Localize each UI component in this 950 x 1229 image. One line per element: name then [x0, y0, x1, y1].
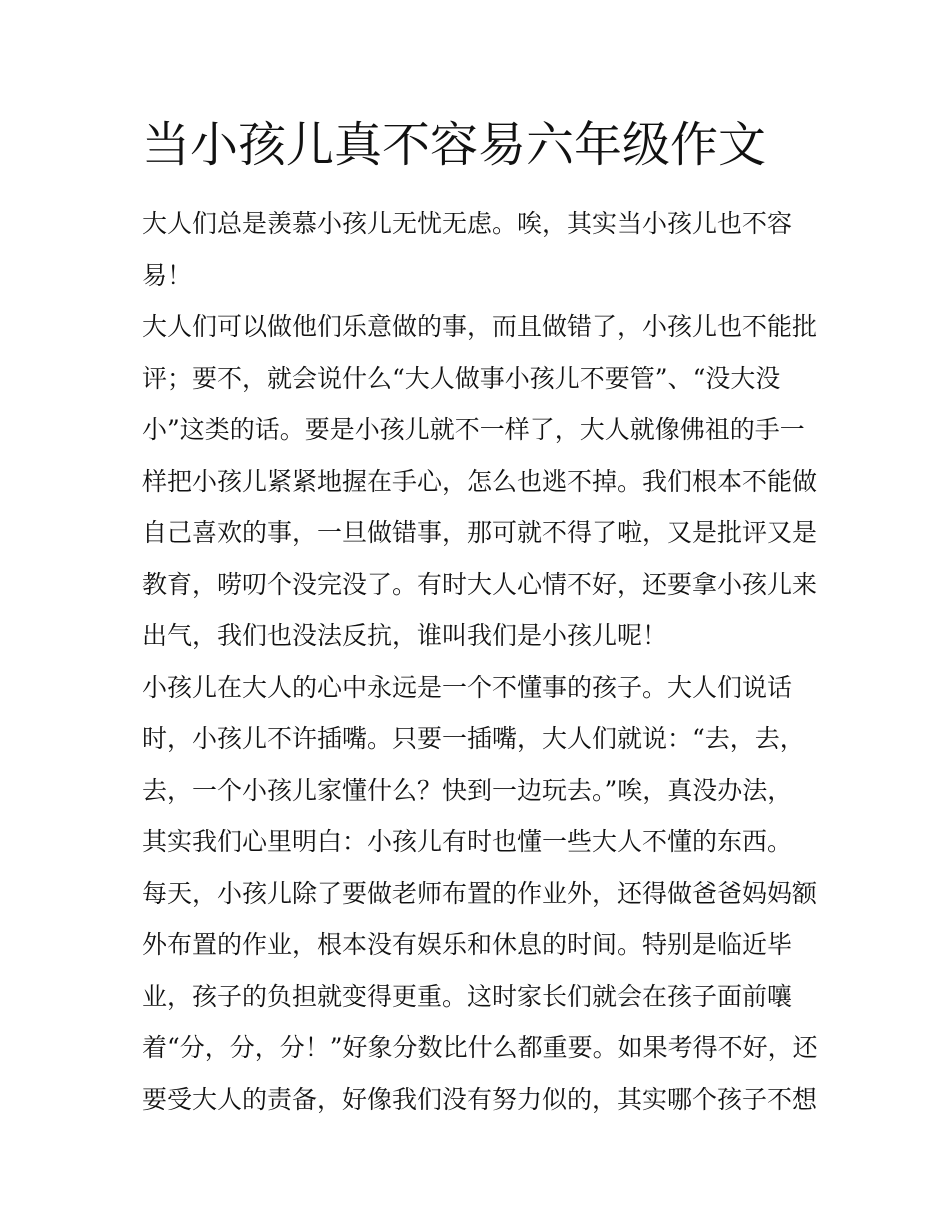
text-line: 小孩儿在大人的心中永远是一个不懂事的孩子。大人们说话 — [142, 672, 793, 702]
text-line: 时，小孩儿不许插嘴。只要一插嘴，大人们就说：“去，去， — [142, 724, 805, 753]
text-line: 教育，唠叨个没完没了。有时大人心情不好，还要拿小孩儿来 — [142, 569, 818, 599]
text-line: 业，孩子的负担就变得更重。这时家长们就会在孩子面前嚷 — [142, 981, 793, 1011]
text-line: 去，一个小孩儿家懂什么？快到一边玩去。”唉，真没办法， — [142, 775, 793, 805]
text-line: 样把小孩儿紧紧地握在手心，怎么也逃不掉。我们根本不能做 — [142, 466, 818, 496]
text-line: 大人们可以做他们乐意做的事，而且做错了，小孩儿也不能批 — [142, 312, 818, 341]
text-line: 自己喜欢的事，一旦做错事，那可就不得了啦，又是批评又是 — [142, 518, 818, 547]
text-line: 外布置的作业，根本没有娱乐和休息的时间。特别是临近毕 — [142, 930, 793, 959]
essay-body — [142, 198, 832, 1125]
text-line: 其实我们心里明白：小孩儿有时也懂一些大人不懂的东西。 — [142, 827, 793, 856]
text-line: 着“分，分，分！”好象分数比什么都重要。如果考得不好，还 — [142, 1033, 818, 1062]
text-line: 易！ — [142, 260, 193, 290]
text-line: 每天，小孩儿除了要做老师布置的作业外，还得做爸爸妈妈额 — [142, 878, 818, 908]
page-title: 当小孩儿真不容易六年级作文 — [142, 117, 767, 173]
text-line: 大人们总是羡慕小孩儿无忧无虑。唉，其实当小孩儿也不容 — [142, 209, 793, 238]
text-line: 评；要不，就会说什么“大人做事小孩儿不要管”、“没大没 — [142, 363, 781, 393]
text-line: 要受大人的责备，好像我们没有努力似的，其实哪个孩子不想 — [142, 1084, 818, 1114]
text-line: 出气，我们也没法反抗，谁叫我们是小孩儿呢！ — [142, 621, 668, 650]
text-line: 小”这类的话。要是小孩儿就不一样了，大人就像佛祖的手一 — [142, 415, 805, 444]
